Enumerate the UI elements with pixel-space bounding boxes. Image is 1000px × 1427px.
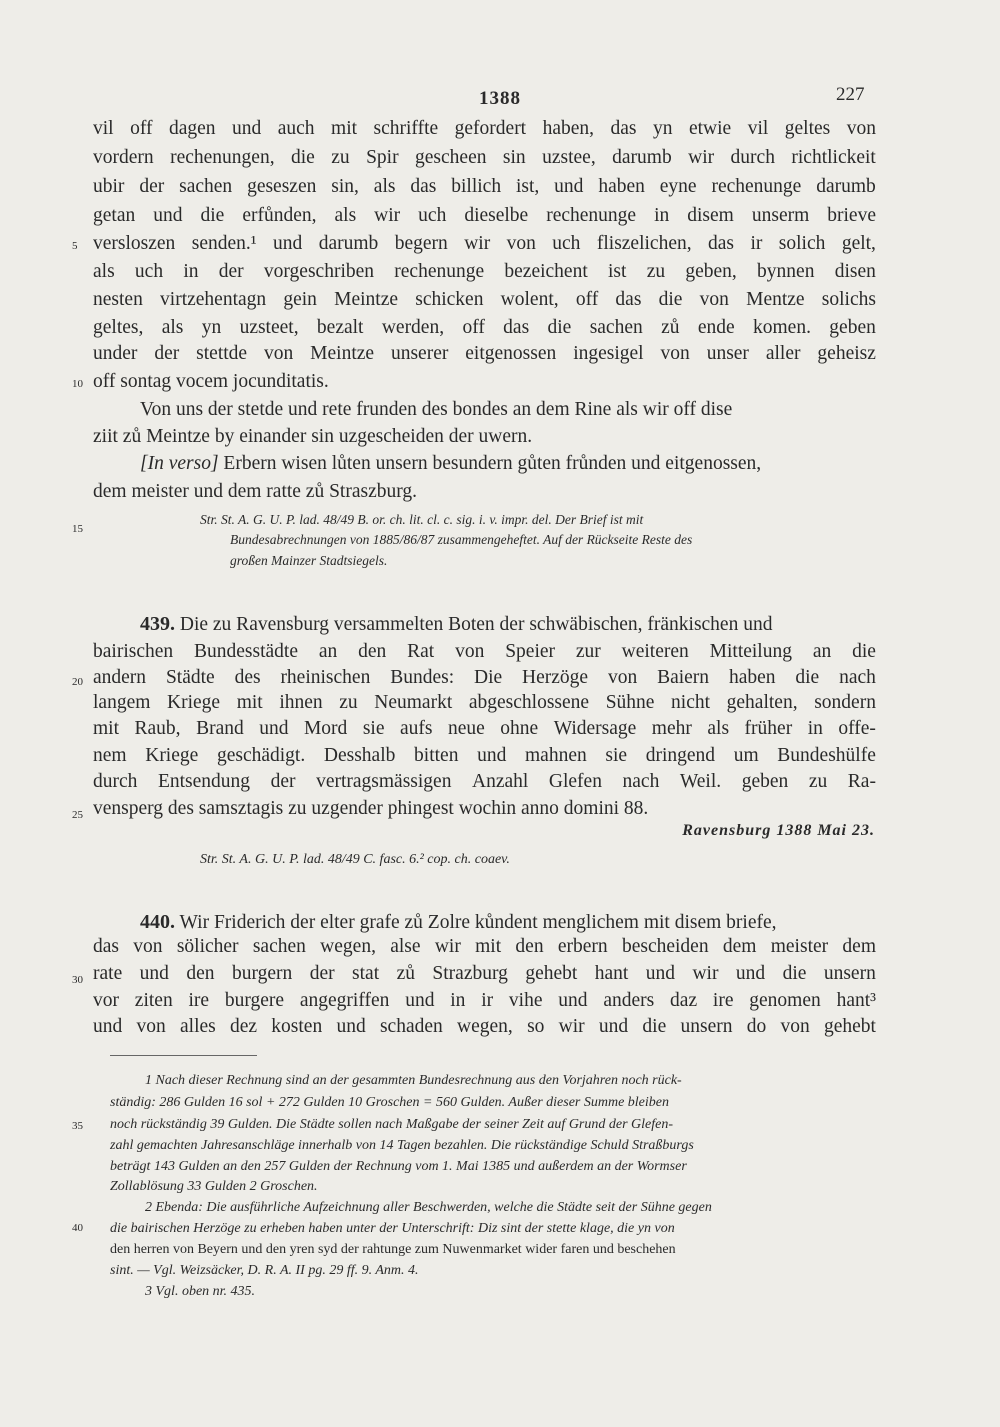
line-number: 30 [72,974,83,986]
line-number: 20 [72,676,83,688]
text-line: und von alles dez kosten und schaden wegen, so wir und die unsern do von gehebt [93,1016,876,1037]
text-line: Die zu Ravensburg versammelten Boten der schwäbischen, fränkischen und [179,614,773,635]
line-number: 15 [72,523,83,535]
text-line: das von sölicher sachen wegen, alse wir mit den erbern bescheiden dem meister dem [93,936,876,957]
footnote-line: sint. — Vgl. Weizsäcker, D. R. A. II pg. 29 ff. 9. Anm. 4. [110,1263,419,1278]
text-line: andern Städte des rheinischen Bundes: Die Herzöge von Baiern haben die nach [93,667,876,688]
footnote-line: Zollablösung 33 Gulden 2 Groschen. [110,1179,318,1194]
doc-440-first-line [140,910,777,935]
page-header-year: 1388 [479,88,521,109]
page-number: 227 [836,84,865,105]
text-line: als uch in der vorgeschriben rechenunge bezeichent ist zu geben, bynnen disen [93,261,876,282]
text-line: rate und den burgern der stat zů Strazburg gehebt hant und wir und die unsern [93,963,876,984]
text-line: Wir Friderich der elter grafe zů Zolre kůndent menglichem mit disem briefe, [179,912,777,933]
footnote-line: beträgt 143 Gulden an den 257 Gulden der Rechnung vom 1. Mai 1385 und außerdem an der Wormser [110,1159,687,1174]
line-number: 10 [72,378,83,390]
verso-marker: [In verso] [140,453,219,474]
line-number: 40 [72,1222,83,1234]
line-number: 25 [72,809,83,821]
verso-line [140,451,761,476]
doc-439-first-line [140,612,772,637]
text-line: under der stettde von Meintze unserer eitgenossen ingesigel von unser aller geheisz [93,343,876,364]
footnote-line: noch rückständig 39 Gulden. Die Städte sollen nach Maßgabe der seiner Zeit auf Grund der Glefen- [110,1117,674,1132]
text-line: mit Raub, Brand und Mord sie aufs neue ohne Widersage mehr als früher in offe- [93,718,876,739]
footnote-line: zahl gemachten Jahresanschläge innerhalb von 14 Tagen bezahlen. Die rückständige Schuld Straßburgs [110,1138,694,1153]
document-date: Ravensburg 1388 Mai 23. [682,822,875,839]
text-line: ziit zů Meintze by einander sin uzgescheiden der uwern. [93,426,533,447]
text-line: versloszen senden.¹ und darumb begern wir von uch fliszelichen, das ir solich gelt, [93,233,876,254]
text-line: langem Kriege mit ihnen zu Neumarkt abgeschlossene Sühne nicht gehalten, sondern [93,692,876,713]
text-line: dem meister und dem ratte zů Straszburg. [93,481,418,502]
source-note: Str. St. A. G. U. P. lad. 48/49 C. fasc. 6.² cop. ch. coaev. [200,852,510,867]
source-note: Str. St. A. G. U. P. lad. 48/49 B. or. ch. lit. cl. c. sig. i. v. impr. del. Der Brief ist mit [200,512,644,527]
line-number: 5 [72,240,78,252]
text-line: Von uns der stetde und rete frunden des bondes an dem Rine als wir off dise [140,399,733,420]
text-line: vor ziten ire burgere angegriffen und in ir vihe und anders daz ire genomen hant³ [93,990,876,1011]
doc-number: 440. [140,911,175,933]
text-line: vordern rechenungen, die zu Spir gescheen sin uzstee, darumb wir durch richtlickeit [93,147,876,168]
text-line: nem Kriege geschädigt. Desshalb bitten und mahnen sie dringend um Bundeshülfe [93,745,876,766]
text-line: geltes, als yn uzsteet, bezalt werden, off das die sachen zů ende komen. geben [93,317,876,338]
text-line: vil off dagen und auch mit schriffte gefordert haben, das yn etwie vil geltes von [93,118,876,139]
source-note: Bundesabrechnungen von 1885/86/87 zusammengeheftet. Auf der Rückseite Reste des [230,532,693,547]
source-note: großen Mainzer Stadtsiegels. [230,553,388,568]
footnote-line: die bairischen Herzöge zu erheben haben unter der Unterschrift: Diz sint der stette klage, die yn von [110,1221,675,1236]
footnote-line: 3 Vgl. oben nr. 435. [145,1284,256,1299]
verso-text: Erbern wisen lůten unsern besundern gůten frůnden und eitgenossen, [223,453,762,474]
footnote-line: den herren von Beyern und den yren syd der rahtunge zum Nuwenmarket wider faren und beschehen [110,1242,676,1257]
line-number: 35 [72,1120,83,1132]
footnote-line: 1 Nach dieser Rechnung sind an der gesammten Bundesrechnung aus den Vorjahren noch rück- [145,1073,682,1088]
doc-number: 439. [140,613,175,635]
text-line: durch Entsendung der vertragsmässigen Anzahl Glefen nach Weil. geben zu Ra- [93,771,876,792]
text-line: getan und die erfůnden, als wir uch dieselbe rechenunge in disem unserm brieve [93,205,876,226]
text-line: nesten virtzehentagn gein Meintze schicken wolent, off das die von Mentze solichs [93,289,876,310]
text-line: off sontag vocem jocunditatis. [93,371,329,392]
text-line: vensperg des samsztagis zu uzgender phingest wochin anno domini 88. [93,798,649,819]
footnote-separator [110,1055,257,1056]
text-line: ubir der sachen geseszen sin, als das billich ist, und haben eyne rechenunge darumb [93,176,876,197]
text-line: bairischen Bundesstädte an den Rat von Speier zur weiteren Mitteilung an die [93,641,876,662]
footnote-line: 2 Ebenda: Die ausführliche Aufzeichnung aller Beschwerden, welche die Städte seit der Sühne gegen [145,1200,712,1215]
footnote-line: ständig: 286 Gulden 16 sol + 272 Gulden 10 Groschen = 560 Gulden. Außer dieser Summe bleiben [110,1095,669,1110]
